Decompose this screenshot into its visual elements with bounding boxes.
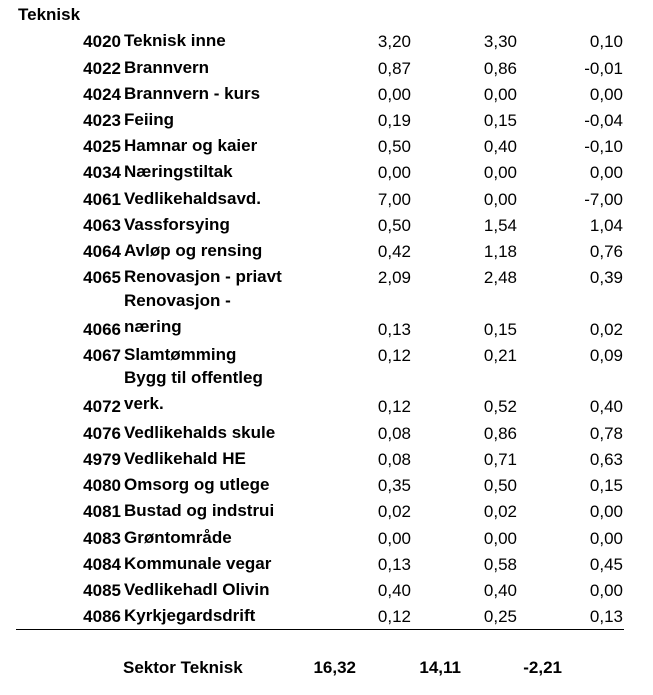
value-col-3: 0,10 xyxy=(589,32,623,51)
value-col-3: 0,00 xyxy=(589,502,623,521)
value-col-2: 1,54 xyxy=(483,216,517,235)
value-col-1: 0,02 xyxy=(377,502,411,521)
value-col-1: 0,08 xyxy=(377,424,411,443)
section-title: Teknisk xyxy=(18,5,81,24)
total-value-3: -2,21 xyxy=(523,658,562,677)
account-code: 4066 xyxy=(83,320,121,339)
value-col-2: 2,48 xyxy=(483,268,517,287)
value-col-3: 0,40 xyxy=(589,397,623,416)
account-name: Bygg til offentleg verk. xyxy=(124,368,263,413)
value-col-3: 0,78 xyxy=(589,424,623,443)
value-col-3: -0,04 xyxy=(584,111,623,130)
account-code: 4067 xyxy=(83,346,121,365)
value-col-3: 0,39 xyxy=(589,268,623,287)
account-code: 4072 xyxy=(83,397,121,416)
value-col-2: 0,02 xyxy=(483,502,517,521)
value-col-1: 0,35 xyxy=(377,476,411,495)
account-name: Vassforsying xyxy=(124,215,230,234)
value-col-2: 0,40 xyxy=(483,581,517,600)
value-col-3: 0,00 xyxy=(589,581,623,600)
account-code: 4061 xyxy=(83,190,121,209)
account-name: Renovasjon - priavt xyxy=(124,267,282,286)
value-col-3: 0,15 xyxy=(589,476,623,495)
account-code: 4034 xyxy=(83,163,121,182)
value-col-2: 3,30 xyxy=(483,32,517,51)
value-col-2: 0,86 xyxy=(483,424,517,443)
value-col-2: 0,40 xyxy=(483,137,517,156)
value-col-1: 0,00 xyxy=(377,163,411,182)
account-name: Vedlikehald HE xyxy=(124,449,246,468)
account-name: Bustad og indstrui xyxy=(124,501,275,520)
value-col-3: 0,09 xyxy=(589,346,623,365)
total-label: Sektor Teknisk xyxy=(123,658,243,677)
value-col-1: 7,00 xyxy=(377,190,411,209)
value-col-1: 0,00 xyxy=(377,85,411,104)
value-col-3: 0,00 xyxy=(589,529,623,548)
account-code: 4063 xyxy=(83,216,121,235)
value-col-1: 0,12 xyxy=(377,607,411,626)
account-code: 4025 xyxy=(83,137,121,156)
value-col-1: 0,08 xyxy=(377,450,411,469)
account-name: Kyrkjegardsdrift xyxy=(124,606,256,625)
value-col-1: 0,13 xyxy=(377,320,411,339)
account-name: Næringstiltak xyxy=(124,162,233,181)
value-col-2: 0,00 xyxy=(483,85,517,104)
account-code: 4085 xyxy=(83,581,121,600)
account-name: Grøntområde xyxy=(124,528,232,547)
value-col-3: 0,63 xyxy=(589,450,623,469)
value-col-1: 0,13 xyxy=(377,555,411,574)
value-col-2: 0,00 xyxy=(483,190,517,209)
value-col-2: 0,71 xyxy=(483,450,517,469)
account-name: Hamnar og kaier xyxy=(124,136,258,155)
value-col-1: 0,87 xyxy=(377,59,411,78)
value-col-1: 0,50 xyxy=(377,137,411,156)
value-col-3: 0,02 xyxy=(589,320,623,339)
account-code: 4065 xyxy=(83,268,121,287)
value-col-2: 0,15 xyxy=(483,320,517,339)
value-col-2: 0,50 xyxy=(483,476,517,495)
account-name: Feiing xyxy=(124,110,175,129)
account-code: 4080 xyxy=(83,476,121,495)
value-col-1: 0,12 xyxy=(377,346,411,365)
value-col-3: 0,45 xyxy=(589,555,623,574)
account-name: Brannvern - kurs xyxy=(124,84,261,103)
account-code: 4064 xyxy=(83,242,121,261)
account-name: Vedlikehadl Olivin xyxy=(124,580,270,599)
total-value-1: 16,32 xyxy=(313,658,356,677)
value-col-3: 0,00 xyxy=(589,163,623,182)
value-col-2: 0,00 xyxy=(483,163,517,182)
account-code: 4084 xyxy=(83,555,121,574)
account-name: Vedlikehalds skule xyxy=(124,423,276,442)
value-col-2: 0,00 xyxy=(483,529,517,548)
account-name: Renovasjon - næring xyxy=(124,291,231,336)
value-col-2: 1,18 xyxy=(483,242,517,261)
account-name: Brannvern xyxy=(124,58,210,77)
value-col-1: 0,00 xyxy=(377,529,411,548)
value-col-1: 3,20 xyxy=(377,32,411,51)
account-code: 4083 xyxy=(83,529,121,548)
account-name: Omsorg og utlege xyxy=(124,475,270,494)
value-col-1: 2,09 xyxy=(377,268,411,287)
value-col-3: 0,00 xyxy=(589,85,623,104)
total-divider xyxy=(16,629,624,630)
account-code: 4020 xyxy=(83,32,121,51)
value-col-1: 0,42 xyxy=(377,242,411,261)
value-col-2: 0,25 xyxy=(483,607,517,626)
account-code: 4979 xyxy=(83,450,121,469)
value-col-3: 1,04 xyxy=(589,216,623,235)
value-col-1: 0,19 xyxy=(377,111,411,130)
value-col-3: 0,13 xyxy=(589,607,623,626)
value-col-2: 0,15 xyxy=(483,111,517,130)
value-col-2: 0,52 xyxy=(483,397,517,416)
account-name: Teknisk inne xyxy=(124,31,226,50)
value-col-2: 0,58 xyxy=(483,555,517,574)
account-code: 4022 xyxy=(83,59,121,78)
value-col-3: 0,76 xyxy=(589,242,623,261)
account-code: 4086 xyxy=(83,607,121,626)
total-value-2: 14,11 xyxy=(419,658,461,677)
account-name: Vedlikehaldsavd. xyxy=(124,189,262,208)
account-name: Slamtømming xyxy=(124,345,237,364)
account-name: Kommunale vegar xyxy=(124,554,272,573)
value-col-2: 0,86 xyxy=(483,59,517,78)
value-col-1: 0,40 xyxy=(377,581,411,600)
value-col-1: 0,50 xyxy=(377,216,411,235)
account-name: Avløp og rensing xyxy=(124,241,263,260)
value-col-3: -7,00 xyxy=(584,190,623,209)
value-col-3: -0,01 xyxy=(584,59,623,78)
account-code: 4081 xyxy=(83,502,121,521)
value-col-2: 0,21 xyxy=(483,346,517,365)
value-col-3: -0,10 xyxy=(584,137,623,156)
value-col-1: 0,12 xyxy=(377,397,411,416)
account-code: 4023 xyxy=(83,111,121,130)
account-code: 4076 xyxy=(83,424,121,443)
account-code: 4024 xyxy=(83,85,121,104)
